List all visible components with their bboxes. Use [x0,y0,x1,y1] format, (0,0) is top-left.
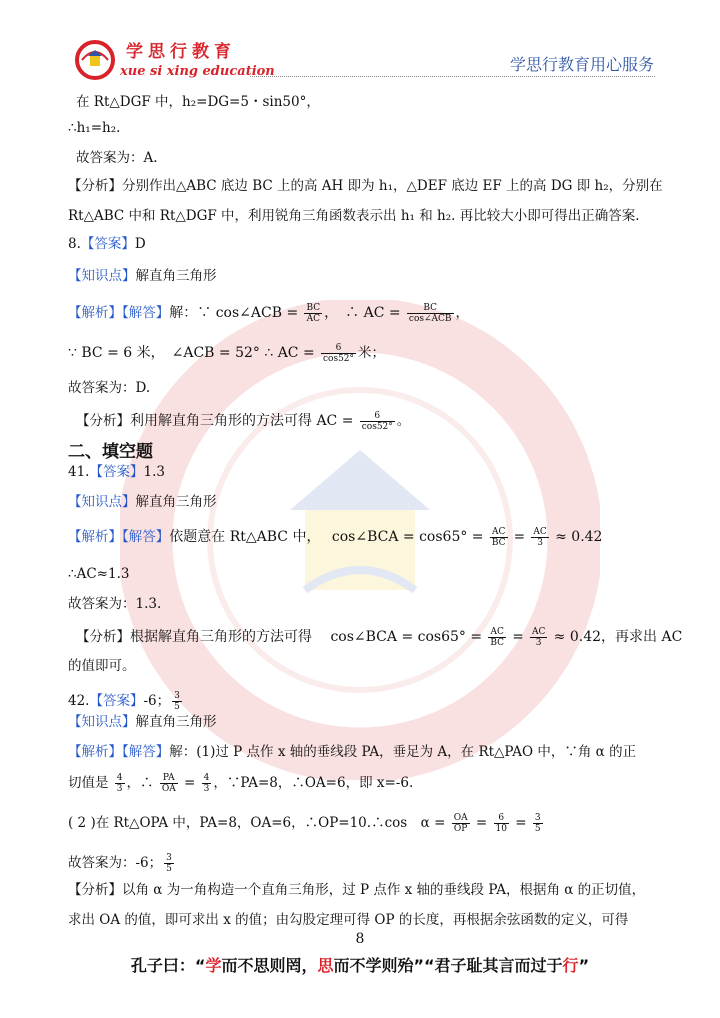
solution-text: 依题意在 Rt△ABC 中， cos∠BCA = cos65° = [169,529,484,545]
brand-name-en: xue si xing education [120,64,275,79]
answer-value: 1.3 [143,464,165,480]
solution-line: ( 2 )在 Rt△OPA 中，PA=8，OA=6，∴OP=10.∴cos α = $\frac{OA}{OP}$ = $\frac{6}{10}$ = $\frac{3}{5}$ [68,813,541,834]
fraction-denominator: 5 [166,864,172,874]
analysis-line: 的值即可。 [68,658,136,674]
question-number: 42. [68,693,90,709]
analysis-line [76,406,666,436]
footer-text: 而不学则殆”“君子耻其言而过于 [333,956,563,975]
logo-icon [72,38,118,80]
solution-text: ， [455,305,470,321]
fraction [202,773,212,794]
text-line: 故答案为：D. [68,380,151,396]
fraction-denominator: BC [490,638,505,648]
header-divider [250,76,655,77]
question-number: 41. [68,464,90,480]
fraction-numerator: 6 [321,343,356,354]
analysis-tag: 【分析】 [68,178,122,194]
solution-line: 切值是 $\frac{4}{3}$ ，∴ $\frac{PA}{OA}$ = $\frac{4}{3}$ ，∵PA=8，∴OA=6，即 x=-6. [68,773,414,794]
solution-tag: 【解析】【解答】 [68,744,170,760]
answer-tag: 【答案】 [89,464,144,480]
knowledge-point-line [68,712,658,732]
fraction-denominator: 3 [116,784,123,794]
footer-text: 而不思则罔， [221,956,318,975]
fraction-numerator: 4 [116,773,123,783]
solution-text: 米； [358,345,386,361]
text-line [68,848,658,878]
knowledge-text: 解直角三角形 [135,268,217,284]
text-line: ∴AC≈1.3 [68,566,130,582]
knowledge-tag: 【知识点】 [68,494,136,510]
knowledge-text: 解直角三角形 [135,494,217,510]
fraction-numerator: BC [407,303,454,314]
page-header [0,0,720,82]
fraction [533,813,543,834]
fraction-numerator: AC [533,527,547,537]
analysis-line [68,880,658,900]
document-body [68,92,683,928]
fraction-denominator: AC [306,314,321,324]
footer-highlight: 思 [317,956,334,975]
fraction [321,343,356,364]
analysis-tag: 【分析】 [68,882,122,898]
fraction [488,627,506,648]
solution-line: 【解析】【解答】依题意在 Rt△ABC 中， cos∠BCA = cos65° = $\frac{AC}{BC}$ = $\frac{AC}{3}$ ≈ 0.42 [68,527,603,548]
question-number: 8. [68,236,81,252]
fraction-denominator: 10 [495,824,507,834]
knowledge-point-line [68,492,658,512]
solution-text: ， ∴ AC = [324,305,401,321]
solution-text: ，∴ [126,775,154,791]
analysis-line [68,176,663,196]
fraction-numerator: 6 [360,411,395,422]
page-number: 8 [355,931,365,947]
text-line: 在 Rt△DGF 中，h₂=DG=5・sin50°， [76,94,320,110]
fraction-denominator: 3 [203,784,210,794]
analysis-text: 以角 α 为一角构造一个直角三角形，过 P 点作 x 轴的垂线段 PA，根据角 α 的正切值， [122,882,646,898]
fraction-numerator: AC [488,627,506,638]
fraction [494,813,509,834]
solution-text: ≈ 0.42 [555,529,603,545]
solution-line [68,338,658,368]
fraction [172,691,182,712]
answer-value: -6； [143,693,171,709]
fraction-denominator: 5 [174,702,180,712]
knowledge-tag: 【知识点】 [68,714,136,730]
fraction [531,527,548,548]
analysis-line: 求出 OA 的值，即可求出 x 的值；由勾股定理可得 OP 的长度，再根据余弦函数的定义，可得 [68,912,629,928]
fraction-denominator: 3 [537,538,543,548]
solution-text: ( 2 )在 Rt△OPA 中，PA=8，OA=6，∴OP=10.∴cos α = [68,815,446,831]
fraction [452,813,470,834]
fraction [164,853,174,874]
fraction-numerator: 3 [534,813,541,823]
knowledge-text: 解直角三角形 [135,714,217,730]
solution-text: 解：(1)过 P 点作 x 轴的垂线段 PA，垂足为 A，在 Rt△PAO 中，∵角 α 的正 [169,744,637,760]
analysis-line: Rt△ABC 中和 Rt△DGF 中，利用锐角三角函数表示出 h₁ 和 h₂. 再比较大小即可得出正确答案. [68,208,640,224]
fraction-numerator: PA [160,773,178,784]
solution-tag: 【解析】【解答】 [68,305,170,321]
text-line: ∴h₁=h₂. [68,120,121,136]
solution-tag: 【解析】【解答】 [68,529,170,545]
fraction-denominator: cos52° [323,354,355,364]
fraction-denominator: OA [161,784,176,794]
fraction-denominator: 3 [535,638,542,648]
fraction-denominator: BC [491,538,506,548]
fraction [360,411,395,432]
analysis-text: 。 [396,413,411,429]
footer-highlight: 学 [205,956,222,975]
fraction-numerator: OA [453,813,468,823]
fraction-numerator: 4 [203,773,210,783]
fraction-denominator: cos52° [361,422,393,432]
fraction [530,627,547,648]
analysis-text: 根据解直角三角形的方法可得 cos∠BCA = cos65° = [130,629,483,645]
analysis-text: ≈ 0.42，再求出 AC [553,629,683,645]
footer-text: 孔子曰：“ [130,956,206,975]
solution-text: 解：∵ cos∠ACB = [169,305,299,321]
analysis-line: 【分析】根据解直角三角形的方法可得 cos∠BCA = cos65° = $\frac{AC}{BC}$ = $\frac{AC}{3}$ ≈ 0.42，再求出 AC [76,627,683,648]
footer-text: ” [578,956,590,975]
solution-text: ，∵PA=8，∴OA=6，即 x=-6. [213,775,414,791]
analysis-text: 利用解直角三角形的方法可得 AC = [130,413,354,429]
analysis-tag: 【分析】 [76,629,130,645]
question-41-answer [68,462,658,482]
knowledge-tag: 【知识点】 [68,268,136,284]
fraction-numerator: 3 [174,691,180,701]
fraction [304,303,322,324]
conclusion-text: 故答案为：-6； [68,855,163,871]
answer-tag: 【答案】 [80,236,135,252]
section-title: 二、填空题 [68,442,153,462]
fraction-numerator: 3 [166,853,172,863]
brand-name-cn: 学思行教育 [126,42,236,62]
fraction-denominator: 5 [534,824,541,834]
solution-line [68,298,658,328]
fraction-denominator: OP [453,824,468,834]
fraction [490,527,508,548]
fraction-denominator: cos∠ACB [408,314,452,324]
solution-line [68,742,658,762]
fraction-numerator: AC [531,627,546,637]
footer-quote [0,953,720,976]
header-slogan: 学思行教育用心服务 [509,55,654,74]
text-line: 故答案为：A. [76,150,158,166]
analysis-tag: 【分析】 [76,413,130,429]
fraction [115,773,125,794]
fraction [160,773,178,794]
question-8-answer [68,234,658,254]
analysis-text: 分别作出△ABC 底边 BC 上的高 AH 即为 h₁，△DEF 底边 EF 上的高 DG 即 h₂，分别在 [122,178,663,194]
solution-text: ∵ BC = 6 米， ∠ACB = 52° ∴ AC = [68,345,315,361]
answer-value: D [134,236,146,252]
fraction-numerator: BC [306,303,321,313]
solution-text: 切值是 [68,775,109,791]
footer-highlight: 行 [562,956,579,975]
text-line: 故答案为：1.3. [68,596,162,612]
fraction [407,303,454,324]
fraction-numerator: AC [490,527,508,538]
knowledge-point-line [68,266,658,286]
answer-tag: 【答案】 [89,693,144,709]
fraction-numerator: 6 [494,813,509,824]
